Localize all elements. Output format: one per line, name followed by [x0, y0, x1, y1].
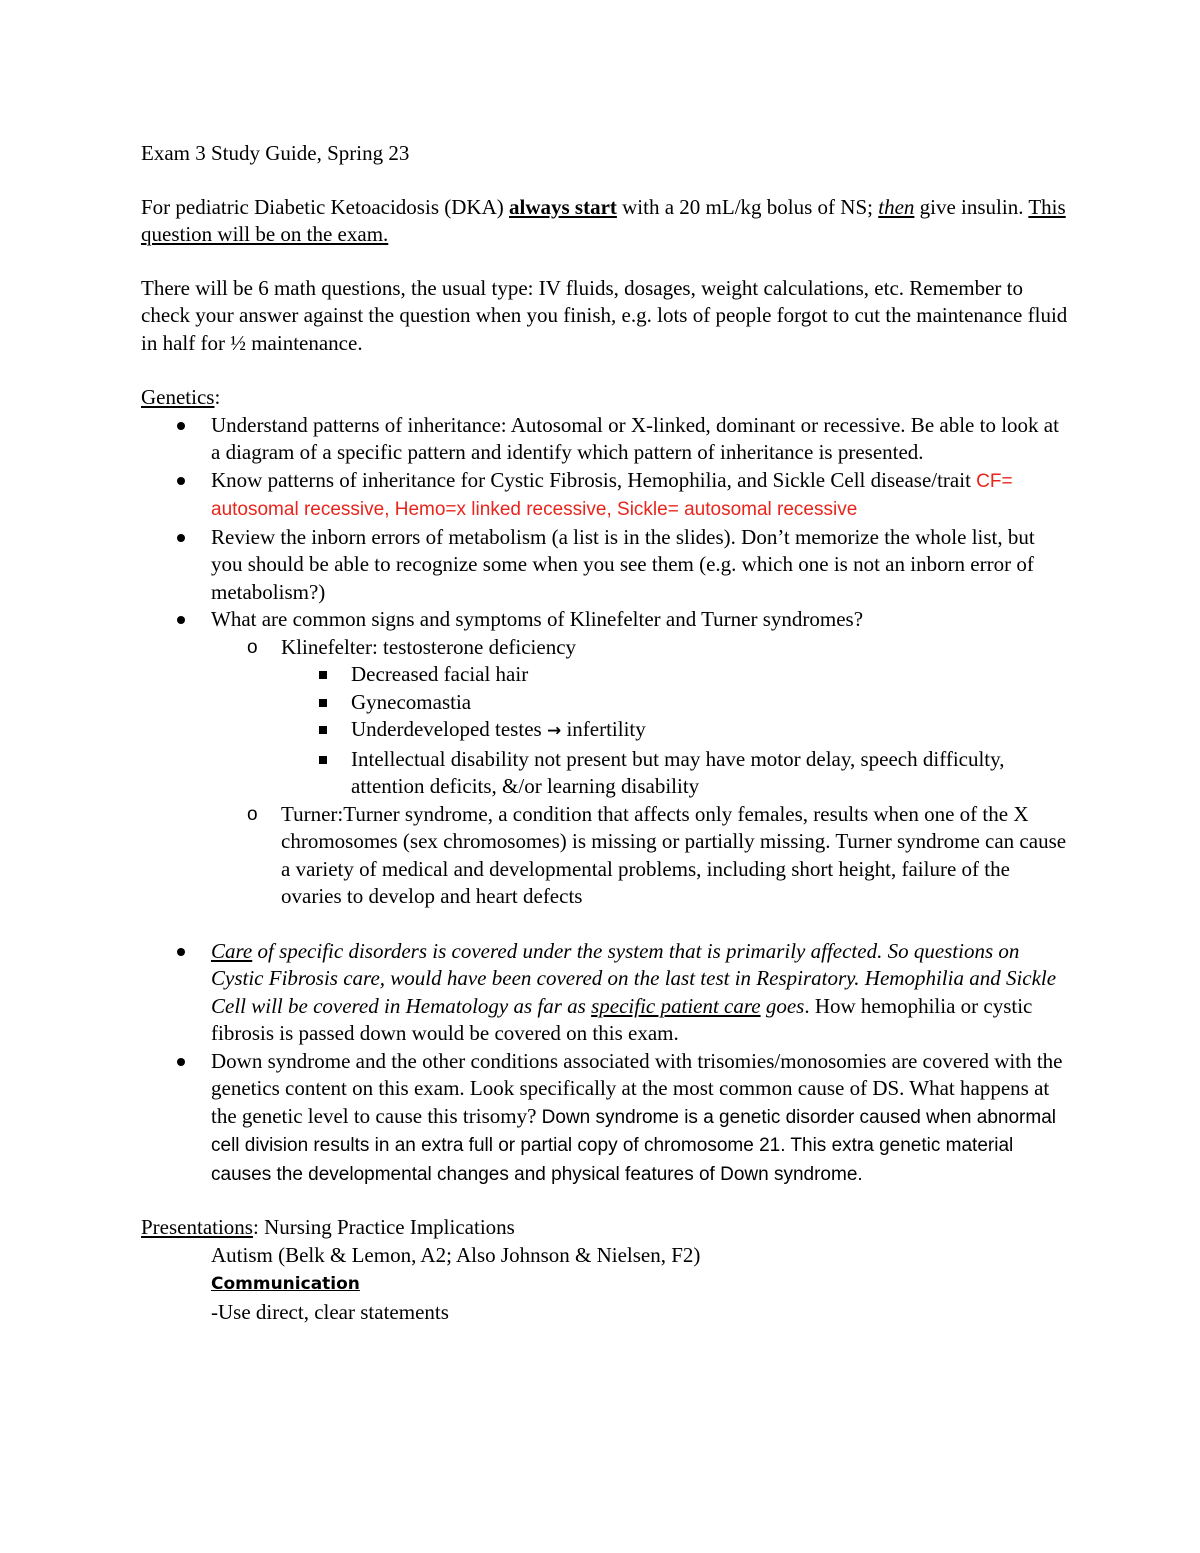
sign-item	[281, 661, 1071, 689]
list-item	[141, 467, 1071, 524]
specific-patient-care: specific patient care	[591, 993, 761, 1018]
bullet-icon	[177, 422, 185, 430]
math-paragraph: There will be 6 math questions, the usual type: IV fluids, dosages, weight calculations, etc. Remember to check your answer against the question when you finish, e.g. lots of people forgot to cut the maintenance fluid in half for ½ maintenance.	[141, 275, 1068, 355]
square-bullet-icon	[319, 699, 327, 707]
list-item	[141, 524, 1071, 607]
presentations-heading-text: Presentations	[141, 1215, 253, 1239]
bullet-icon	[177, 948, 185, 956]
page-title: Exam 3 Study Guide, Spring 23	[141, 141, 410, 165]
sign-text: Gynecomastia	[351, 689, 472, 714]
turner-description: Turner syndrome, a condition that affects only females, results when one of the X chromosomes (sex chromosomes) is missing or partially missing. Turner syndrome can cause a variety of medical and developmental problems, including short height, failure of the ovaries to develop and heart defects	[281, 801, 1067, 908]
sublist-item-turner	[211, 801, 1071, 911]
circle-bullet-icon: o	[247, 803, 258, 825]
dka-text-3: give insulin.	[914, 194, 1029, 219]
inheritance-answers: CF= autosomal recessive, Hemo=x linked recessive, Sickle= autosomal recessive	[211, 470, 1013, 520]
sublist-item-text: Klinefelter: testosterone deficiency	[281, 634, 577, 659]
document-body	[141, 140, 1071, 1326]
genetics-heading	[141, 384, 1071, 412]
care-text-2: goes	[760, 993, 805, 1018]
genetics-list	[141, 412, 1071, 911]
list-item-text: Know patterns of inheritance for Cystic Fibrosis, Hemophilia, and Sickle Cell disease/trait	[211, 467, 977, 492]
dka-always-start: always start	[508, 194, 617, 219]
sign-text: Intellectual disability not present but may have motor delay, speech difficulty, attention deficits, &/or learning disability	[351, 746, 1005, 798]
dka-text-1: For pediatric Diabetic Ketoacidosis (DKA)	[141, 194, 509, 219]
turner-label: Turner:	[281, 801, 344, 826]
list-item-text: What are common signs and symptoms of Klinefelter and Turner syndromes?	[211, 607, 864, 631]
bullet-icon	[177, 534, 185, 542]
sublist-item-klinefelter	[211, 634, 1071, 801]
communication-heading	[141, 1269, 1071, 1299]
square-bullet-icon	[319, 671, 327, 679]
sign-text-end: infertility	[561, 717, 646, 741]
klinefelter-signs	[281, 661, 1071, 801]
communication-item: -Use direct, clear statements	[211, 1299, 449, 1324]
dka-text-2: with a 20 mL/kg bolus of NS;	[616, 194, 879, 219]
sign-text: Decreased facial hair	[351, 662, 529, 686]
list-item-text: Review the inborn errors of metabolism (a list is in the slides). Don’t memorize the whole list, but you should be able to recognize some when you see them (e.g. which one is not an inborn error of metabolism?)	[211, 524, 1035, 604]
list-item-text: Understand patterns of inheritance: Autosomal or X-linked, dominant or recessive. Be able to look at a diagram of a specific pattern and identify which pattern of inheritance is presented.	[211, 412, 1059, 464]
square-bullet-icon	[319, 726, 327, 734]
list-item	[141, 1048, 1071, 1189]
presentations-heading-rest: : Nursing Practice Implications	[252, 1215, 515, 1239]
square-bullet-icon	[319, 756, 327, 764]
list-item	[141, 606, 1071, 911]
dka-paragraph	[141, 194, 1071, 249]
care-word: Care	[211, 938, 253, 963]
communication-heading-text: Communication	[211, 1274, 360, 1294]
sign-item	[281, 689, 1071, 717]
genetics-list-continued	[141, 938, 1071, 1189]
autism-line: Autism (Belk & Lemon, A2; Also Johnson & Nielsen, F2)	[211, 1242, 701, 1267]
down-syndrome-text: Down syndrome and the other conditions associated with trisomies/monosomies are covered with the genetics content on this exam. Look specifically at the most common cause of DS. What happens at the genetic level to cause this trisomy?	[211, 1048, 1063, 1128]
genetics-heading-text: Genetics	[141, 385, 215, 409]
bullet-icon	[177, 477, 185, 485]
sign-text: Underdeveloped testes	[351, 717, 547, 741]
syndrome-sublist	[211, 634, 1071, 911]
care-text-3: . How hemophilia or cystic fibrosis is passed down would be covered on this exam.	[211, 993, 1033, 1045]
right-arrow-icon: →	[546, 721, 562, 741]
circle-bullet-icon: o	[247, 636, 258, 658]
presentations-heading	[141, 1214, 1071, 1242]
sign-item	[281, 716, 1071, 746]
dka-then: then	[878, 194, 915, 219]
bullet-icon	[177, 616, 185, 624]
dka-exam-note: This question will be on the exam.	[141, 194, 1066, 246]
list-item	[141, 412, 1071, 467]
down-syndrome-answer: Down syndrome is a genetic disorder caused when abnormal cell division results in an extra full or partial copy of chromosome 21. This extra genetic material causes the developmental changes and physical features of Down syndrome.	[211, 1106, 1056, 1185]
bullet-icon	[177, 1058, 185, 1066]
genetics-heading-colon: :	[214, 385, 221, 409]
sign-item	[281, 746, 1071, 801]
care-text-1: of specific disorders is covered under the system that is primarily affected. So questions on Cystic Fibrosis care, would have been covered on the last test in Respiratory. Hemophilia and Sickle Cell will be covered in Hematology as far as	[211, 938, 1057, 1018]
list-item	[141, 938, 1071, 1048]
